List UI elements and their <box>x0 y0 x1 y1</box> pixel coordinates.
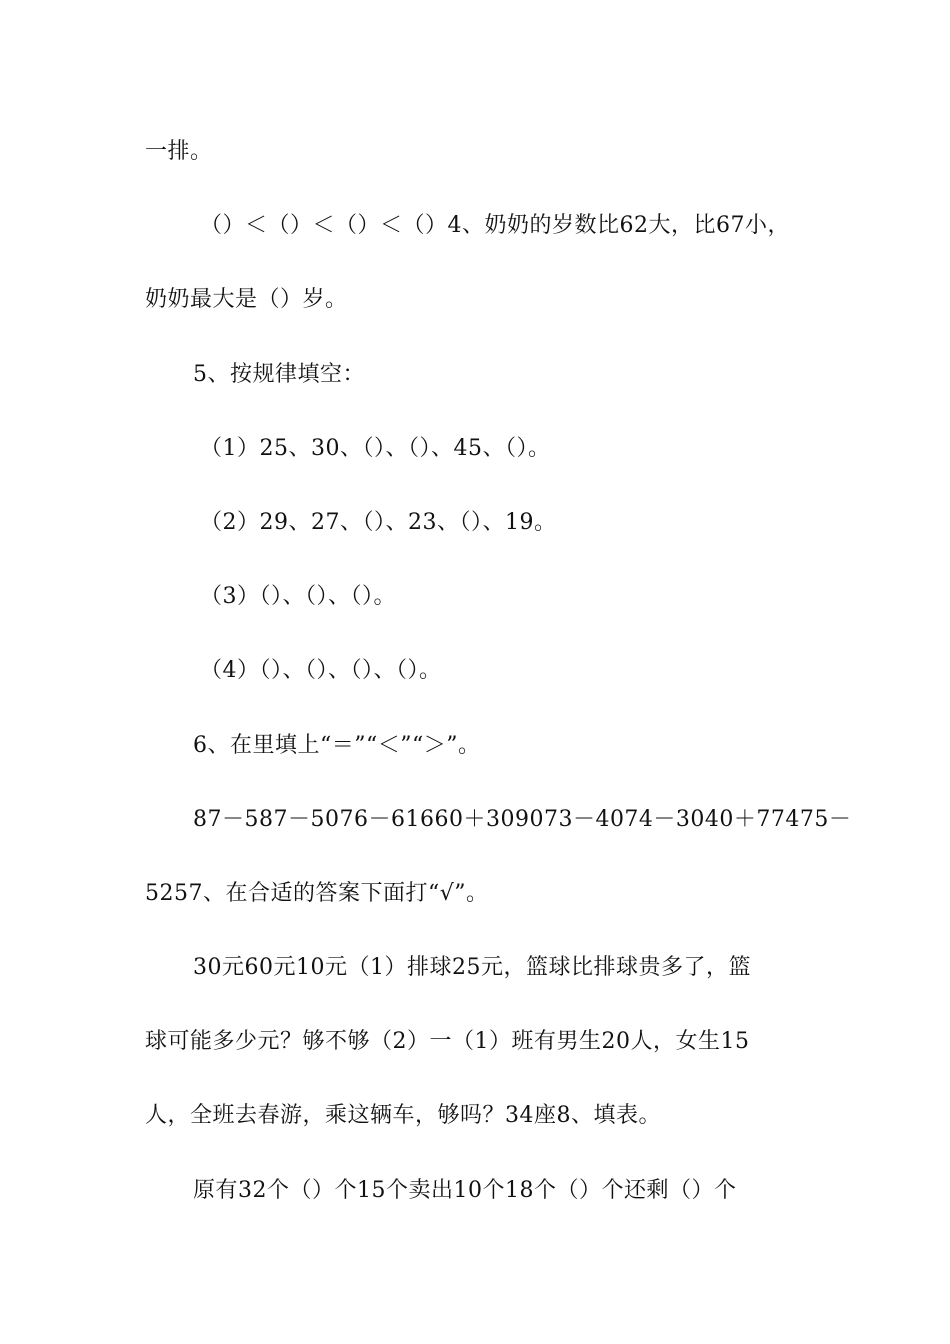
text-line-10: 87－587－5076－61660＋309073－4074－3040＋77475－ <box>193 807 852 832</box>
text-line-7: （3）（）、（）、（）。 <box>200 584 396 609</box>
text-line-12: 30元60元10元（1）排球25元，篮球比排球贵多了，篮 <box>193 955 751 980</box>
text-line-2: （）＜（）＜（）＜（）4、奶奶的岁数比62大，比67小， <box>200 213 790 238</box>
text-line-14: 人，全班去春游，乘这辆车，够吗？34座8、填表。 <box>145 1103 661 1128</box>
text-line-9: 6、在里填上“＝”“＜”“＞”。 <box>193 733 481 758</box>
text-line-13: 球可能多少元？够不够（2）一（1）班有男生20人，女生15 <box>145 1029 750 1054</box>
text-line-15: 原有32个（）个15个卖出10个18个（）个还剩（）个 <box>193 1178 737 1203</box>
text-line-1: 一排。 <box>145 139 213 164</box>
text-line-3: 奶奶最大是（）岁。 <box>145 287 348 312</box>
text-line-6: （2）29、27、（）、23、（）、19。 <box>200 510 557 535</box>
text-line-4: 5、按规律填空： <box>193 362 365 387</box>
text-line-8: （4）（）、（）、（）、（）。 <box>200 658 442 683</box>
text-line-11: 5257、在合适的答案下面打“√”。 <box>145 881 489 906</box>
text-line-5: （1）25、30、（）、（）、45、（）。 <box>200 436 551 461</box>
